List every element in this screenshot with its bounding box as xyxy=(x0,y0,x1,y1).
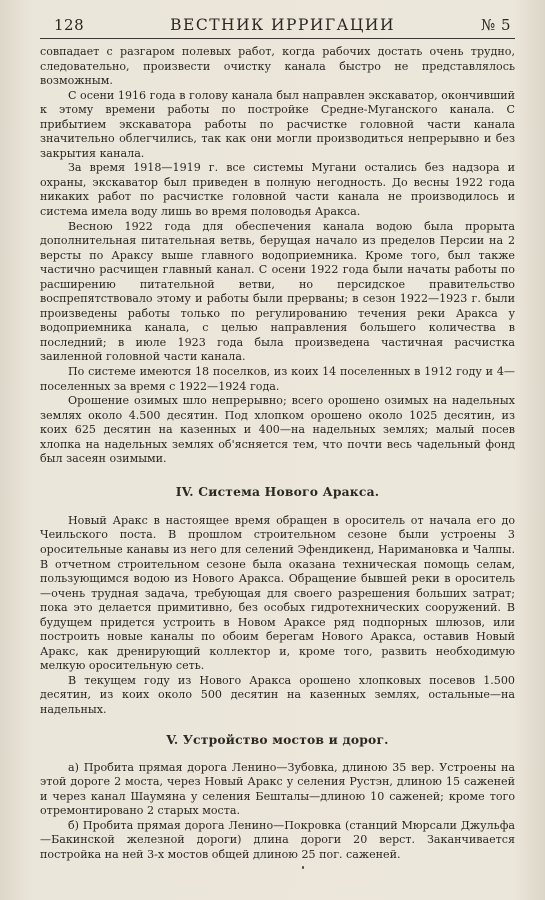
header-rule xyxy=(40,38,515,39)
paragraph: Новый Аракс в настоящее время обращен в ороситель от начала его до Чеильского поста. В прошлом строительном сезоне были устроены 3 оросительные канавы из него для селений Эфендикенд, Наримановка и Чалпы. В отчетном строительном сезоне была оказана техническая помощь селам, пользующимся водою из Нового Аракса. Обращение бывшей реки в ороситель—очень трудная задача, требующая для своего разрешения больших затрат; пока это делается примитивно, без особых гидротехнических сооружений. В будущем придется устроить в Новом Араксе ряд подпорных шлюзов, или построить новые каналы по обоим берегам Нового Аракса, оставив Новый Аракс, как дренирующий коллектор и, кроме того, развить необходимую мелкую оросительную сеть. xyxy=(40,513,515,673)
section-heading-v: V. Устройство мостов и дорог. xyxy=(166,731,389,747)
section-heading-iv: IV. Система Нового Аракса. xyxy=(175,483,380,499)
paragraph: Орошение озимых шло непрерывно; всего орошено озимых на надельных землях около 4.500 десятин. Под хлопком орошено около 1025 десятин, из коих 625 десятин на казенных и 400—на надельных землях; малый посев хлопка на надельных землях об'ясняется тем, что почти весь чадельный фонд был засеян озимыми. xyxy=(40,394,515,466)
issue-number: № 5 xyxy=(480,16,511,34)
paragraph: совпадает с разгаром полевых работ, когда рабочих достать очень трудно, следовательно, произвести очистку канала быстро не представлялось возможным. xyxy=(40,45,515,88)
paragraph: б) Пробита прямая дорога Ленино—Покровка (станций Мюрсали Джульфа—Бакинской железной дороги) длина дороги 20 верст. Заканчивается постройка на ней 3-х мостов общей длиною 25 пог. саженей. xyxy=(40,818,515,861)
paragraph: В текущем году из Нового Аракса орошено хлопковых посевов 1.500 десятин, из коих около 500 десятин на казенных землях, остальные—на надельных. xyxy=(40,673,515,716)
journal-title: ВЕСТНИК ИРРИГАЦИИ xyxy=(170,16,395,34)
ink-speck xyxy=(302,866,304,869)
paragraph: За время 1918—1919 г. все системы Мугани остались без надзора и охраны, экскаватор был приведен в полную негодность. До весны 1922 года никаких работ по расчистке головной части канала не производилось и система имела воду лишь во время половодья Аракса. xyxy=(40,161,515,219)
page-header xyxy=(40,16,515,34)
paragraph: Весною 1922 года для обеспечения канала водою была прорыта дополнительная питательная ветвь, берущая начало из пределов Персии на 2 версты по Араксу выше главного водоприемника. Кроме того, был также частично расчищен главный канал. С осени 1922 года были начаты работы по расширению питательной ветви, но персидское правительство воспрепятствовало этому и работы были прерваны; в сезон 1922—1923 г. были произведены работы только по регулированию течения реки Аракса у водоприемника канала, с целью направления большего количества в последний; в июле 1923 года была произведена частичная расчистка заиленной головной части канала. xyxy=(40,219,515,364)
paragraph: С осени 1916 года в голову канала был направлен экскаватор, окончивший к этому времени работы по постройке Средне-Муганского канала. С прибытием экскаватора работы по расчистке головной части канала значительно облегчились, так как они могли производиться непрерывно и без закрытия канала. xyxy=(40,88,515,160)
page-number: 128 xyxy=(54,16,85,34)
paragraph: а) Пробита прямая дорога Ленино—Зубовка, длиною 35 вер. Устроены на этой дороге 2 моста, через Новый Аракс у селения Рустэн, длиною 15 саженей и через канал Шаумяна у селения Бешталы—длиною 10 саженей; кроме того отремонтировано 2 старых моста. xyxy=(40,760,515,818)
paragraph: По системе имеются 18 поселков, из коих 14 поселенных в 1912 году и 4—поселенных за время с 1922—1924 года. xyxy=(40,365,515,393)
article-body xyxy=(40,45,515,862)
